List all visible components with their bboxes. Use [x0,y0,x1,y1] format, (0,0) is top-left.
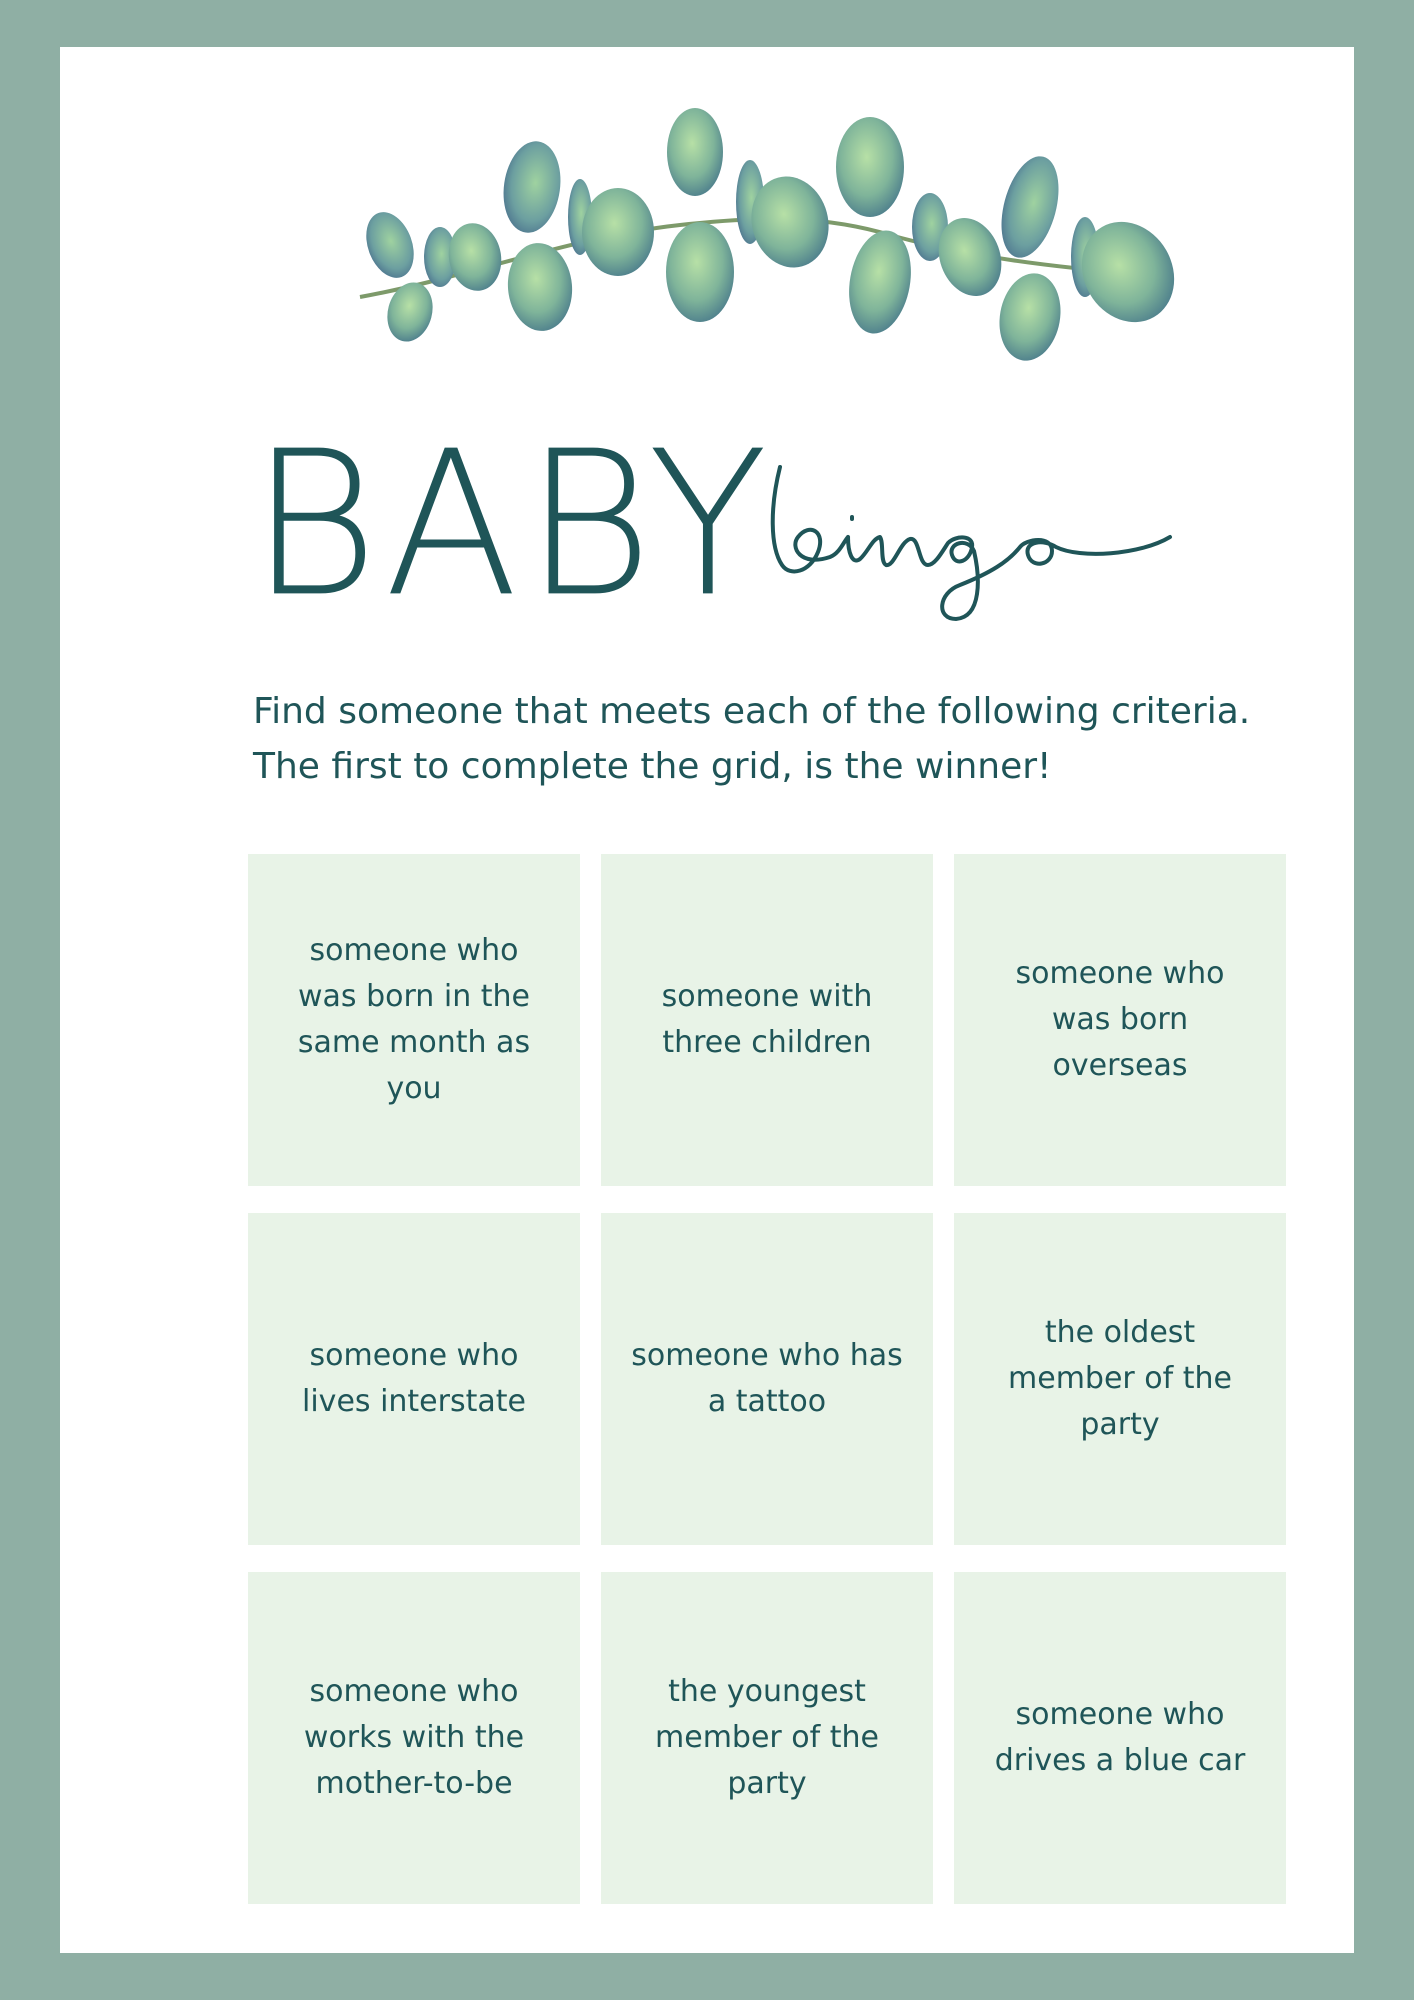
bingo-cell[interactable] [954,854,1286,1186]
bingo-cell-text: someone who was born in the same month as you [297,933,531,1106]
bingo-cell[interactable] [954,1572,1286,1904]
title-bingo-text [60,47,61,48]
bingo-grid [248,854,1286,1904]
bingo-cell-text: the oldest member of the party [1008,1315,1232,1442]
bingo-cell[interactable] [954,1213,1286,1545]
bingo-cell[interactable] [248,1213,580,1545]
bingo-card [60,47,1354,1953]
bingo-cell-text: someone with three children [661,979,873,1060]
bingo-cell[interactable] [248,1572,580,1904]
bingo-cell-text: the youngest member of the party [655,1674,879,1801]
bingo-cell[interactable] [601,1213,933,1545]
instructions: Find someone that meets each of the following criteria. The first to complete the grid, is the winner! [253,691,1251,787]
bingo-cell[interactable] [601,854,933,1186]
bingo-cell-text: someone who has a tattoo [631,1338,903,1419]
bingo-cell-text: someone who works with the mother-to-be [303,1674,525,1801]
bingo-cell-text: someone who was born overseas [1015,956,1225,1083]
bingo-cell-text: someone who drives a blue car [994,1697,1246,1778]
eucalyptus-garland-icon [350,107,1190,377]
bingo-cell-text: someone who lives interstate [302,1338,526,1419]
bingo-cell[interactable] [601,1572,933,1904]
title-baby: BABY [250,408,774,642]
title-bingo-script [760,447,1190,637]
bingo-cell[interactable] [248,854,580,1186]
